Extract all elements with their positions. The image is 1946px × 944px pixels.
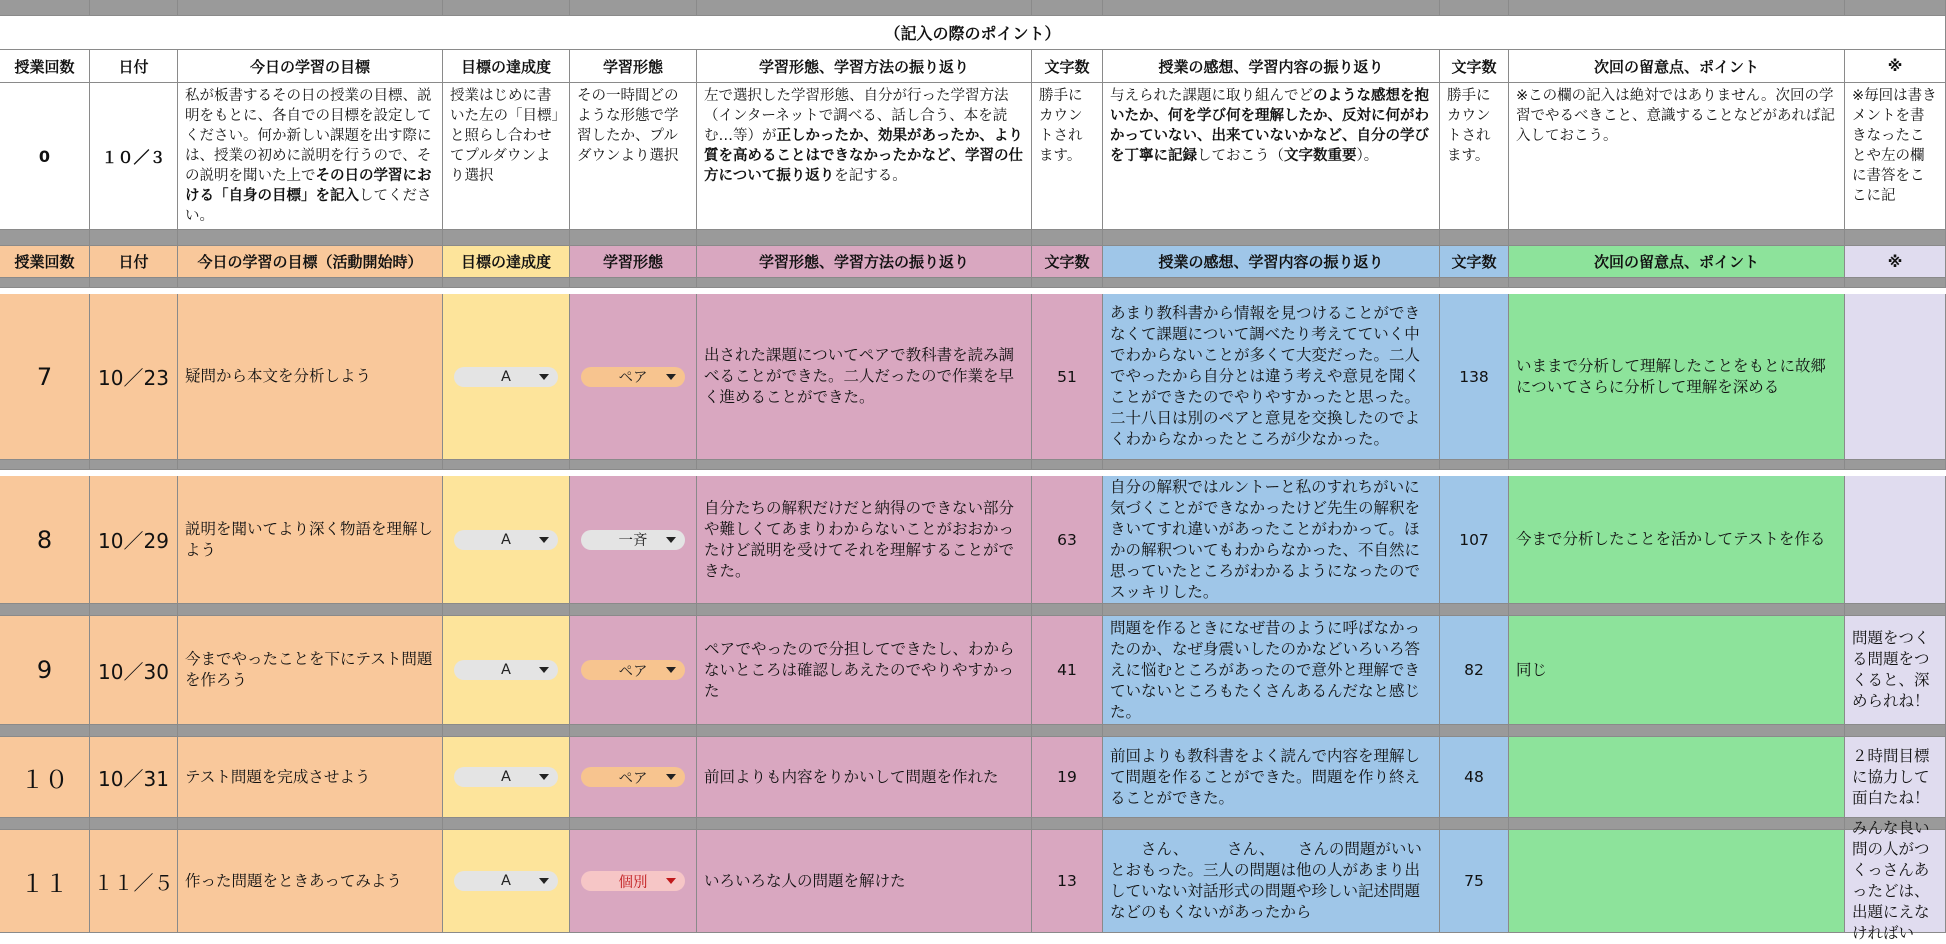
lesson-date: 10／31 xyxy=(98,766,169,791)
example-learning-form-cell xyxy=(570,83,697,230)
example-achievement-text: 授業はじめに書いた左の「目標」と照らし合わせてプルダウンより選択 xyxy=(450,88,559,184)
row-separator-cell xyxy=(178,604,443,616)
lesson-number-cell xyxy=(0,476,90,604)
date-cell xyxy=(90,616,178,725)
achievement-cell[interactable] xyxy=(443,830,570,933)
dropdown-arrow-icon xyxy=(539,774,549,780)
achievement-cell[interactable] xyxy=(443,616,570,725)
row-separator-cell xyxy=(1440,604,1509,616)
learning-form-cell[interactable] xyxy=(570,830,697,933)
header-label: 文字数 xyxy=(1451,253,1497,271)
lesson-number: 7 xyxy=(36,362,53,391)
char-count-2: 75 xyxy=(1464,872,1484,890)
learning-form-value: ペア xyxy=(618,663,648,680)
row-separator-cell xyxy=(0,460,90,470)
row-separator-cell xyxy=(443,604,570,616)
header-label: 学習形態、学習方法の振り返り xyxy=(758,57,969,76)
achievement-cell[interactable] xyxy=(443,294,570,460)
char-count: 63 xyxy=(1057,530,1077,549)
char-count-cell xyxy=(1032,737,1103,818)
row-separator-cell xyxy=(1845,460,1946,470)
goal-text: 作った問題をときあってみよう xyxy=(185,871,402,890)
top-gray-band-cell xyxy=(1440,0,1509,16)
header-goal xyxy=(178,246,443,278)
header-label: ※ xyxy=(1887,57,1903,75)
header-label: 学習形態 xyxy=(602,253,663,271)
row-separator-cell xyxy=(0,604,90,616)
next-point-text: 今まで分析したことを活かしてテストを作る xyxy=(1516,530,1826,548)
dropdown-arrow-icon xyxy=(666,667,676,673)
separator-band-cell xyxy=(1032,230,1103,246)
method-reflection-text: 前回よりも内容をりかいして問題を作れた xyxy=(704,767,999,786)
header-label: 今日の学習の目標（活動開始時） xyxy=(197,253,423,271)
row-separator-cell xyxy=(178,725,443,737)
example-header-achievement xyxy=(443,50,570,83)
header-label: 今日の学習の目標 xyxy=(249,57,370,76)
char-count: 41 xyxy=(1057,661,1077,679)
row-separator-cell xyxy=(570,818,697,830)
example-header-method-reflection xyxy=(697,50,1032,83)
row-separator-cell xyxy=(1032,818,1103,830)
header-label: 日付 xyxy=(118,57,149,76)
example-goal-text: 私が板書するその日の授業の目標、説明をもとに、各自での目標を設定してください。何か新しい課題を出す際には、授業の初めに説明を行うので、その説明を聞いた上でその日の学習における「自身の目標」を記入してください。 xyxy=(185,88,432,224)
separator-band-cell xyxy=(443,230,570,246)
goal-text: 今までやったことを下にテスト問題を作ろう xyxy=(185,650,433,689)
header-note xyxy=(1845,246,1946,278)
example-header-char-count-2 xyxy=(1440,50,1509,83)
impression-cell[interactable] xyxy=(1103,830,1440,933)
top-gray-band-cell xyxy=(1845,0,1946,16)
example-next-point-text: ※この欄の記入は絶対ではありません。次回の学習でやるべきこと、意識することなどがあれば記入しておこう。 xyxy=(1516,88,1835,144)
impression-text: 問題を作るときになぜ昔のように呼ばなかったのか、なぜ身震いしたのかなどいろいろ答えに悩むところがあったので意外と理解できていないところもたくさんあるんだなと感じた。 xyxy=(1110,618,1421,721)
row-separator-cell xyxy=(1509,278,1845,288)
row-separator-cell xyxy=(1103,725,1440,737)
method-reflection-cell[interactable] xyxy=(697,737,1032,818)
header-label: 文字数 xyxy=(1044,57,1090,76)
example-note-text: ※毎回は書きメントを書きなったことや左の欄に書答をここに記 xyxy=(1852,88,1937,204)
method-reflection-cell[interactable] xyxy=(697,616,1032,725)
row-separator-cell xyxy=(178,460,443,470)
note-cell[interactable] xyxy=(1845,616,1946,725)
lesson-date: 10／30 xyxy=(98,659,169,684)
row-separator-cell xyxy=(90,460,178,470)
example-next-point-cell xyxy=(1509,83,1845,230)
learning-form-dropdown[interactable] xyxy=(581,871,685,891)
learning-form-cell[interactable] xyxy=(570,616,697,725)
example-date-cell xyxy=(90,83,178,230)
next-point-cell[interactable] xyxy=(1509,476,1845,604)
row-separator-cell xyxy=(443,278,570,288)
achievement-value: A xyxy=(501,531,511,548)
achievement-value: A xyxy=(501,873,511,889)
char-count-2: 48 xyxy=(1464,768,1484,786)
header-date xyxy=(90,246,178,278)
date-cell xyxy=(90,294,178,460)
learning-form-cell[interactable] xyxy=(570,737,697,818)
row-separator-cell xyxy=(1509,725,1845,737)
note-text: ２時間目標に協力して面白たね！ xyxy=(1852,746,1930,807)
lesson-number: 8 xyxy=(36,525,53,554)
learning-form-dropdown[interactable] xyxy=(581,660,685,680)
lesson-number-cell xyxy=(0,830,90,933)
method-reflection-cell[interactable] xyxy=(697,294,1032,460)
impression-text: さん、 さん、 さんの問題がいいとおもった。三人の問題は他の人があまり出していない対話形式の問題や珍しい記述問題などのもくないがあったから xyxy=(1110,840,1422,921)
char-count: 19 xyxy=(1057,768,1077,786)
header-learning-form xyxy=(570,246,697,278)
date-cell xyxy=(90,830,178,933)
next-point-cell[interactable] xyxy=(1509,737,1845,818)
example-goal-cell xyxy=(178,83,443,230)
row-separator-cell xyxy=(1032,604,1103,616)
row-separator-cell xyxy=(1032,278,1103,288)
top-gray-band-cell xyxy=(0,0,90,16)
achievement-cell[interactable] xyxy=(443,737,570,818)
header-label: 授業の感想、学習内容の振り返り xyxy=(1158,253,1384,271)
row-separator-cell xyxy=(570,460,697,470)
note-text: 問題をつくる問題をつくると、深められね！ xyxy=(1852,629,1930,710)
header-label: 授業回数 xyxy=(14,57,75,76)
row-separator-cell xyxy=(90,725,178,737)
example-header-date xyxy=(90,50,178,83)
header-label: ※ xyxy=(1887,252,1903,271)
achievement-value: A xyxy=(501,662,511,678)
dropdown-arrow-icon xyxy=(539,667,549,673)
next-point-cell[interactable] xyxy=(1509,830,1845,933)
char-count-2-cell xyxy=(1440,737,1509,818)
lesson-number-cell xyxy=(0,737,90,818)
example-lesson-number-text: 0 xyxy=(38,146,51,166)
row-separator-cell xyxy=(1845,604,1946,616)
header-achievement xyxy=(443,246,570,278)
next-point-cell[interactable] xyxy=(1509,616,1845,725)
method-reflection-text: 自分たちの解釈だけだと納得のできない部分や難しくてあまりわからないことがおおかったけど説明を受けてそれを理解することができた。 xyxy=(704,498,1015,580)
example-header-goal xyxy=(178,50,443,83)
row-separator-cell xyxy=(697,818,1032,830)
note-text: みんな良い問の人がつくっさんあったどは、出題にえなければい xyxy=(1852,819,1930,942)
header-next-point xyxy=(1509,246,1845,278)
method-reflection-cell[interactable] xyxy=(697,830,1032,933)
char-count-2-cell xyxy=(1440,294,1509,460)
char-count-cell xyxy=(1032,294,1103,460)
learning-form-cell[interactable] xyxy=(570,476,697,604)
impression-text: あまり教科書から情報を見つけることができなくて課題について調べたり考えてていく中でわからないことが多くて大変だった。二人でやったから自分とは違う考えや意見を聞くことができたのでやりやすかったと思った。二十八日は別のペアと意見を交換したのでよくわからなかったところが少なかった。 xyxy=(1110,304,1421,448)
row-separator-cell xyxy=(443,460,570,470)
header-label: 学習形態 xyxy=(602,57,663,76)
row-separator-cell xyxy=(443,725,570,737)
row-separator-cell xyxy=(1440,278,1509,288)
example-header-impression xyxy=(1103,50,1440,83)
row-separator-cell xyxy=(1032,460,1103,470)
row-separator-cell xyxy=(1440,725,1509,737)
header-label: 学習形態、学習方法の振り返り xyxy=(758,253,969,271)
row-separator-cell xyxy=(570,604,697,616)
separator-band-cell xyxy=(0,230,90,246)
example-method-reflection-cell xyxy=(697,83,1032,230)
row-separator-cell xyxy=(1103,278,1440,288)
row-separator-cell xyxy=(1440,460,1509,470)
impression-text: 前回よりも教科書をよく読んで内容を理解して問題を作ることができた。問題を作り終えることができた。 xyxy=(1110,746,1421,807)
impression-cell[interactable] xyxy=(1103,476,1440,604)
char-count-2-cell xyxy=(1440,830,1509,933)
goal-text: テスト問題を完成させよう xyxy=(185,767,371,786)
header-label: 日付 xyxy=(118,253,149,271)
row-separator-cell xyxy=(0,725,90,737)
achievement-dropdown[interactable] xyxy=(454,871,558,891)
example-lesson-number-cell xyxy=(0,83,90,230)
separator-band-cell xyxy=(1440,230,1509,246)
note-cell[interactable] xyxy=(1845,294,1946,460)
goal-cell[interactable] xyxy=(178,737,443,818)
example-note-cell xyxy=(1845,83,1946,230)
separator-band-cell xyxy=(570,230,697,246)
date-cell xyxy=(90,737,178,818)
impression-cell[interactable] xyxy=(1103,616,1440,725)
row-separator-cell xyxy=(1032,725,1103,737)
row-separator-cell xyxy=(1509,460,1845,470)
separator-band-cell xyxy=(1845,230,1946,246)
next-point-cell[interactable] xyxy=(1509,294,1845,460)
row-separator-cell xyxy=(570,278,697,288)
lesson-number: １１ xyxy=(20,869,69,898)
example-impression-text: 与えられた課題に取り組んでどのような感想を抱いたか、何を学び何を理解したか、反対に何がわかっていない、出来ていないかなど、自分の学びを丁寧に記録しておこう（文字数重要）。 xyxy=(1110,88,1429,164)
method-reflection-text: ペアでやったので分担してできたし、わからないところは確認しあえたのでやりやすかった xyxy=(704,639,1015,700)
char-count-cell xyxy=(1032,476,1103,604)
row-separator-cell xyxy=(90,604,178,616)
lesson-number: 9 xyxy=(36,656,53,684)
method-reflection-cell[interactable] xyxy=(697,476,1032,604)
impression-cell[interactable] xyxy=(1103,294,1440,460)
char-count: 51 xyxy=(1057,367,1077,386)
row-separator-cell xyxy=(178,278,443,288)
learning-form-value: ペア xyxy=(618,370,648,386)
top-gray-band-cell xyxy=(443,0,570,16)
row-separator-cell xyxy=(178,818,443,830)
row-separator-cell xyxy=(1103,604,1440,616)
dropdown-arrow-icon xyxy=(539,537,549,543)
row-separator-cell xyxy=(90,818,178,830)
method-reflection-text: 出された課題についてペアで教科書を読み調べることができた。二人だったので作業を早く進めることができた。 xyxy=(704,346,1015,406)
achievement-dropdown[interactable] xyxy=(454,767,558,787)
lesson-number: １０ xyxy=(20,765,69,794)
top-gray-band-cell xyxy=(90,0,178,16)
header-label: 授業回数 xyxy=(14,253,75,271)
goal-cell[interactable] xyxy=(178,476,443,604)
next-point-text: 同じ xyxy=(1516,660,1548,679)
goal-cell[interactable] xyxy=(178,830,443,933)
example-impression-cell xyxy=(1103,83,1440,230)
example-char-count-2-cell xyxy=(1440,83,1509,230)
goal-cell[interactable] xyxy=(178,294,443,460)
dropdown-arrow-icon xyxy=(539,878,549,884)
header-lesson-number xyxy=(0,246,90,278)
achievement-dropdown[interactable] xyxy=(454,660,558,680)
top-gray-band-cell xyxy=(697,0,1032,16)
goal-cell[interactable] xyxy=(178,616,443,725)
lesson-date: 10／23 xyxy=(98,366,169,390)
row-separator-cell xyxy=(1103,818,1440,830)
row-separator-cell xyxy=(443,818,570,830)
learning-form-dropdown[interactable] xyxy=(581,530,685,550)
learning-form-dropdown[interactable] xyxy=(581,367,685,387)
goal-text: 疑問から本文を分析しよう xyxy=(185,367,372,385)
row-separator-cell xyxy=(1103,460,1440,470)
dropdown-arrow-icon xyxy=(666,374,676,380)
achievement-dropdown[interactable] xyxy=(454,530,558,550)
dropdown-arrow-icon xyxy=(666,537,676,543)
next-point-text: いままで分析して理解したことをもとに故郷についてさらに分析して理解を深める xyxy=(1516,356,1827,396)
header-method-reflection xyxy=(697,246,1032,278)
row-separator-cell xyxy=(697,725,1032,737)
row-separator-cell xyxy=(90,278,178,288)
dropdown-arrow-icon xyxy=(666,878,676,884)
header-label: 文字数 xyxy=(1044,253,1090,271)
note-cell[interactable] xyxy=(1845,737,1946,818)
impression-cell[interactable] xyxy=(1103,737,1440,818)
header-label: 次回の留意点、ポイント xyxy=(1593,253,1759,271)
note-cell[interactable] xyxy=(1845,819,1946,942)
note-cell[interactable] xyxy=(1845,476,1946,604)
row-separator-cell xyxy=(697,460,1032,470)
row-separator-cell xyxy=(1440,818,1509,830)
header-char-count-2 xyxy=(1440,246,1509,278)
example-char-count-cell xyxy=(1032,83,1103,230)
achievement-value: A xyxy=(501,769,511,785)
row-separator-cell xyxy=(697,278,1032,288)
lesson-date: １１／５ xyxy=(93,870,174,895)
separator-band-cell xyxy=(90,230,178,246)
char-count-2: 107 xyxy=(1459,530,1489,549)
example-date-text: １０／３ xyxy=(101,147,166,167)
row-separator-cell xyxy=(1845,725,1946,737)
lesson-number-cell xyxy=(0,616,90,725)
example-header-note xyxy=(1845,50,1946,83)
header-label: 授業の感想、学習内容の振り返り xyxy=(1158,57,1384,76)
separator-band-cell xyxy=(1103,230,1440,246)
header-char-count xyxy=(1032,246,1103,278)
lesson-date: 10／29 xyxy=(98,529,169,553)
learning-form-cell[interactable] xyxy=(570,294,697,460)
example-achievement-cell xyxy=(443,83,570,230)
char-count-2-cell xyxy=(1440,616,1509,725)
learning-form-value: ペア xyxy=(618,770,648,787)
top-gray-band-cell xyxy=(570,0,697,16)
example-header-lesson-number xyxy=(0,50,90,83)
separator-band-cell xyxy=(697,230,1032,246)
example-char-count-2-text: 勝手にカウントされます。 xyxy=(1447,88,1491,164)
example-char-count-text: 勝手にカウントされます。 xyxy=(1039,88,1083,164)
dropdown-arrow-icon xyxy=(539,374,549,380)
header-label: 文字数 xyxy=(1451,57,1497,76)
goal-text: 説明を聞いてより深く物語を理解しよう xyxy=(185,519,434,559)
date-cell xyxy=(90,476,178,604)
top-gray-band-cell xyxy=(1103,0,1440,16)
example-header-learning-form xyxy=(570,50,697,83)
char-count-cell xyxy=(1032,616,1103,725)
row-separator-cell xyxy=(697,604,1032,616)
char-count-2: 82 xyxy=(1464,661,1484,679)
top-gray-band-cell xyxy=(1032,0,1103,16)
achievement-value: A xyxy=(501,368,511,385)
header-label: 目標の達成度 xyxy=(460,253,551,271)
char-count-2: 138 xyxy=(1459,367,1489,386)
row-separator-cell xyxy=(570,725,697,737)
char-count: 13 xyxy=(1057,872,1077,890)
learning-form-dropdown[interactable] xyxy=(581,767,685,787)
method-reflection-text: いろいろな人の問題を解けた xyxy=(704,871,906,890)
lesson-number-cell xyxy=(0,294,90,460)
learning-form-value: 個別 xyxy=(618,874,648,891)
char-count-2-cell xyxy=(1440,476,1509,604)
example-learning-form-text: その一時間どのような形態で学習したか、プルダウンより選択 xyxy=(577,88,679,164)
row-separator-cell xyxy=(1509,604,1845,616)
row-separator-cell xyxy=(0,278,90,288)
dropdown-arrow-icon xyxy=(666,774,676,780)
achievement-dropdown[interactable] xyxy=(454,367,558,387)
separator-band-cell xyxy=(1509,230,1845,246)
top-gray-band-cell xyxy=(178,0,443,16)
top-gray-band-cell xyxy=(1509,0,1845,16)
separator-band-cell xyxy=(178,230,443,246)
sheet-title: （記入の際のポイント） xyxy=(0,16,1946,50)
impression-text: 自分の解釈ではルントーと私のすれちがいに気づくことができなかったけど先生の解釈をきいてすれ違いがあったことがわかって。ほかの解釈ついてもわからなかった、不自然に思っていたところがわかるようになったのでスッキリした。 xyxy=(1110,477,1421,601)
char-count-cell xyxy=(1032,830,1103,933)
row-separator-cell xyxy=(1845,278,1946,288)
example-header-next-point xyxy=(1509,50,1845,83)
row-separator-cell xyxy=(0,818,90,830)
header-impression xyxy=(1103,246,1440,278)
header-label: 目標の達成度 xyxy=(460,57,551,76)
row-separator-cell xyxy=(1509,818,1845,830)
header-label: 次回の留意点、ポイント xyxy=(1593,57,1759,76)
achievement-cell[interactable] xyxy=(443,476,570,604)
learning-form-value: 一斉 xyxy=(618,533,648,549)
example-header-char-count xyxy=(1032,50,1103,83)
example-method-reflection-text: 左で選択した学習形態、自分が行った学習方法（インターネットで調べる、話し合う、本を読む…等）が正しかったか、効果があったか、より質を高めることはできなかったかなど、学習の仕方について振り返りを記する。 xyxy=(704,88,1023,184)
